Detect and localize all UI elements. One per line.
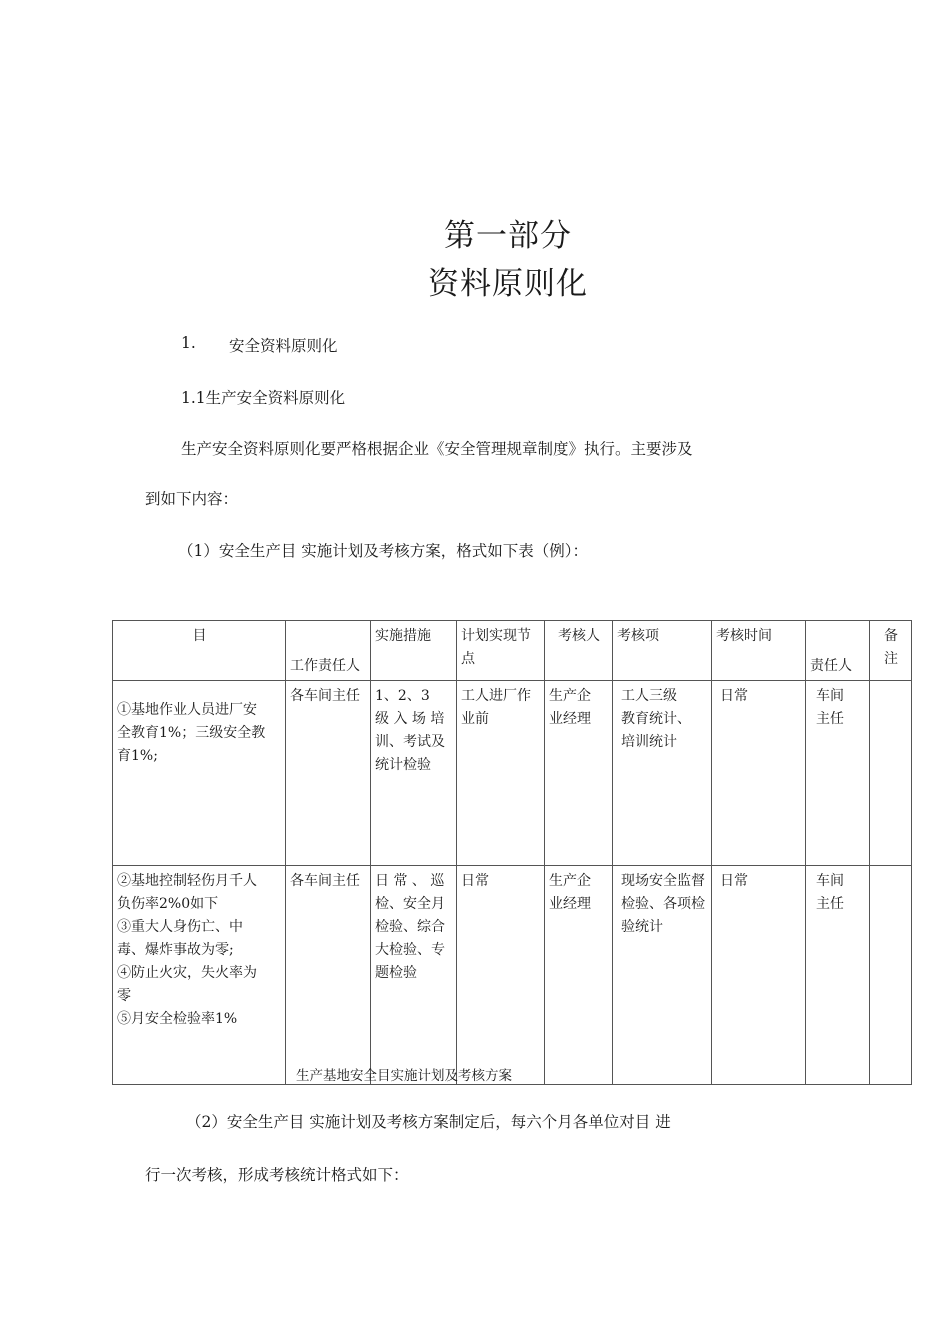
time-cell: 日常 bbox=[712, 681, 806, 866]
milestone-cell: 日常 bbox=[457, 866, 545, 1085]
header-milestone: 计划实现节 点 bbox=[457, 621, 545, 681]
table-header-row bbox=[113, 621, 912, 681]
item-2-line-2: 行一次考核，形成考核统计格式如下： bbox=[145, 1166, 409, 1184]
intro-line-1: 生产安全资料原则化要严格根据企业《安全管理规章制度》执行。主要涉及 bbox=[181, 440, 693, 458]
responsible-cell: 车间 主任 bbox=[806, 681, 870, 866]
measures-cell: 1、2、3 级 入 场 培 训、考试及 统计检验 bbox=[371, 681, 457, 866]
goal-cell: ①基地作业人员进厂安 全教育1%；三级安全教 育1%; bbox=[113, 681, 286, 866]
plan-table bbox=[112, 620, 912, 1085]
measures-cell: 日 常 、 巡 检、安全月 检验、综合 大检验、专 题检验 bbox=[371, 866, 457, 1085]
responsible-cell: 车间 主任 bbox=[806, 866, 870, 1085]
header-item: 考核项 bbox=[613, 621, 712, 681]
header-goal: 目 bbox=[113, 621, 286, 681]
goal-cell: ②基地控制轻伤月千人 负伤率2%0如下 ③重大人身伤亡、中 毒、爆炸事故为零; ④防止火灾，失火率为 零 ⑤月安全检验率1% bbox=[113, 866, 286, 1085]
table-row bbox=[113, 681, 912, 866]
subsection-title: 1.1生产安全资料原则化 bbox=[181, 389, 346, 407]
header-remark: 备 注 bbox=[870, 621, 912, 681]
header-time: 考核时间 bbox=[712, 621, 806, 681]
section-number: 1. bbox=[181, 334, 196, 352]
header-assessor: 考核人 bbox=[545, 621, 613, 681]
remark-cell bbox=[870, 681, 912, 866]
table-row bbox=[113, 866, 912, 1085]
header-responsible: 责任人 bbox=[806, 621, 870, 681]
item-1-text: （1）安全生产目 实施计划及考核方案，格式如下表（例）： bbox=[178, 542, 589, 560]
section-title: 安全资料原则化 bbox=[229, 337, 338, 355]
item-cell: 现场安全监督 检验、各项检 验统计 bbox=[613, 866, 712, 1085]
remark-cell bbox=[870, 866, 912, 1085]
item-cell: 工人三级 教育统计、 培训统计 bbox=[613, 681, 712, 866]
part-heading: 第一部分 bbox=[444, 218, 572, 254]
milestone-cell: 工人进厂作 业前 bbox=[457, 681, 545, 866]
assessor-cell: 生产企 业经理 bbox=[545, 866, 613, 1085]
time-cell: 日常 bbox=[712, 866, 806, 1085]
header-measures: 实施措施 bbox=[371, 621, 457, 681]
item-2-line-1: （2）安全生产目 实施计划及考核方案制定后，每六个月各单位对目 进 bbox=[186, 1113, 671, 1131]
table-caption: 生产基地安全目实施计划及考核方案 bbox=[296, 1068, 512, 1084]
header-owner: 工作责任人 bbox=[286, 621, 371, 681]
intro-line-2: 到如下内容： bbox=[145, 490, 239, 508]
page-title: 资料原则化 bbox=[428, 266, 588, 302]
owner-cell: 各车间主任 bbox=[286, 866, 371, 1085]
owner-cell: 各车间主任 bbox=[286, 681, 371, 866]
assessor-cell: 生产企 业经理 bbox=[545, 681, 613, 866]
